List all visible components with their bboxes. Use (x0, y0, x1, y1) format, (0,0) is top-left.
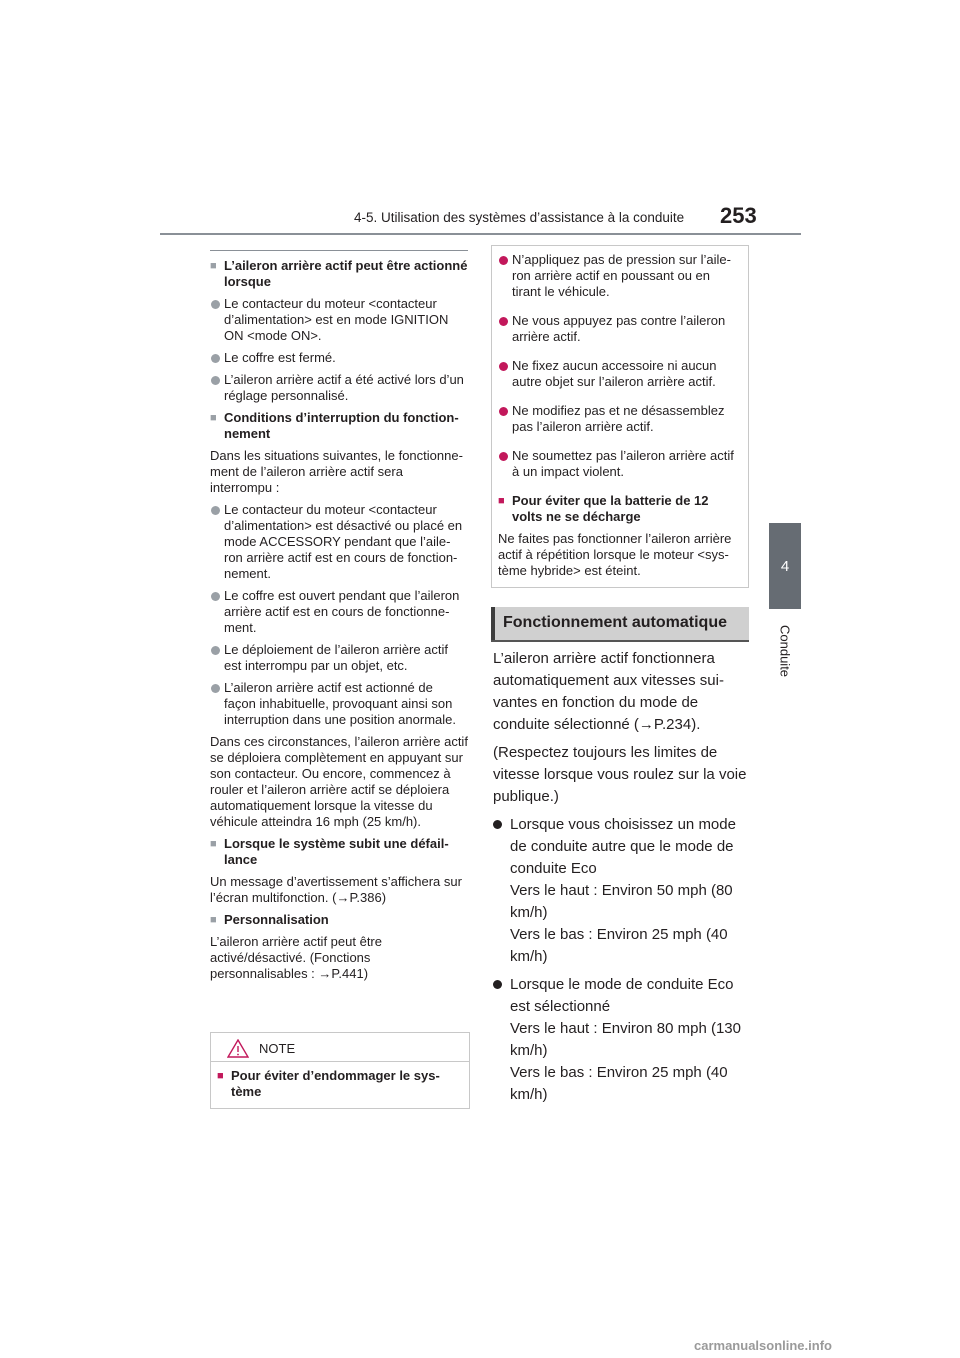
paragraph: Dans ces circonstances, l’aileron arrière actif se déploiera complètement en appuyant sur son contacteur. Ou encore, commencez à rouler et l’aileron arrière actif se déploiera automatiquement lorsque la vitesse du véhicule atteindra 16 mph (25 km/h). (210, 734, 468, 829)
page-number: 253 (720, 203, 757, 228)
list-item: Le contacteur du moteur <contacteur d’alimentation> est en mode IGNITION ON <mode ON>. (210, 296, 468, 344)
list-item (493, 974, 751, 1106)
header-title: 4-5. Utilisation des systèmes d’assistance à la conduite (354, 210, 685, 225)
list-item: Ne soumettez pas l’aileron arrière actif à un impact violent. (498, 448, 742, 480)
subheading: ■ Conditions d’interruption du fonction-nement (210, 410, 468, 442)
list-item: Le déploiement de l’aileron arrière actif est interrompu par un objet, etc. (210, 642, 468, 674)
list-item: Le contacteur du moteur <contacteur d’alimentation> est désactivé ou placé en mode ACCESSORY pendant que l’aile-ron arrière actif est en cours de fonction-nement. (210, 502, 468, 582)
note-subheading: ■ Pour éviter d’endommager le sys-tème (217, 1068, 463, 1100)
left-column (210, 250, 468, 988)
section-heading (491, 607, 749, 640)
chapter-label: Conduite (777, 625, 793, 678)
paragraph: Dans les situations suivantes, le fonctionne-ment de l’aileron arrière actif sera interrompu : (210, 448, 463, 495)
watermark[interactable]: carmanualsonline.info (694, 1338, 832, 1353)
list-item: L’aileron arrière actif est actionné de façon inhabituelle, provoquant ainsi son interruption dans une position anormale. (210, 680, 468, 728)
list-item: Ne modifiez pas et ne désassemblez pas l’aileron arrière actif. (498, 403, 742, 435)
heading-accent-bar (491, 607, 495, 640)
paragraph: L’aileron arrière actif fonctionnera automatiquement aux vitesses sui-vantes en fonction du mode de conduite sélectionné (→P.234). (493, 650, 724, 733)
column-top-rule (210, 250, 468, 251)
speed-down: Vers le bas : Environ 25 mph (40 km/h) (510, 1064, 728, 1103)
subheading: ■ Personnalisation (210, 912, 468, 928)
warning-icon (227, 1039, 249, 1062)
list-item-title: Lorsque vous choisissez un mode de conduite autre que le mode de conduite Eco (510, 816, 736, 877)
header-divider (160, 233, 801, 235)
list-item: L’aileron arrière actif a été activé lors d’un réglage personnalisé. (210, 372, 468, 404)
speed-up: Vers le haut : Environ 80 mph (130 km/h) (510, 1020, 741, 1059)
list-item (493, 814, 751, 968)
list-item: Le coffre est ouvert pendant que l’aileron arrière actif est en cours de fonctionne-ment. (210, 588, 468, 636)
subheading: ■ L’aileron arrière actif peut être actionné lorsque (210, 258, 468, 290)
list-item: N’appliquez pas de pression sur l’aile-ron arrière actif en poussant ou en tirant le véhicule. (498, 252, 742, 300)
paragraph: (Respectez toujours les limites de vitesse lorsque vous roulez sur la voie publique.) (493, 744, 747, 805)
right-column (493, 648, 751, 1112)
chapter-tab[interactable] (769, 523, 801, 609)
list-item: Le coffre est fermé. (210, 350, 468, 366)
list-item: Ne fixez aucun accessoire ni aucun autre objet sur l’aileron arrière actif. (498, 358, 742, 390)
section-title: Fonctionnement automatique (503, 614, 727, 631)
paragraph: L’aileron arrière actif peut être activé/désactivé. (Fonctions personnalisables : →P.441) (210, 934, 382, 981)
list-item: Ne vous appuyez pas contre l’aileron arrière actif. (498, 313, 742, 345)
heading-underline (491, 640, 749, 642)
note-label: NOTE (259, 1041, 296, 1056)
chapter-number: 4 (780, 557, 790, 575)
paragraph: Un message d’avertissement s’affichera sur l’écran multifonction. (→P.386) (210, 874, 462, 905)
speed-down: Vers le bas : Environ 25 mph (40 km/h) (510, 926, 728, 965)
note-box (210, 1032, 470, 1109)
note-subheading: ■ Pour éviter que la batterie de 12 volts ne se décharge (498, 493, 742, 525)
paragraph: Ne faites pas fonctionner l’aileron arrière actif à répétition lorsque le moteur <sys-tème hybride> est éteint. (498, 531, 732, 578)
note-header (211, 1033, 469, 1062)
list-item-title: Lorsque le mode de conduite Eco est sélectionné (510, 976, 734, 1015)
speed-up: Vers le haut : Environ 50 mph (80 km/h) (510, 882, 733, 921)
note-continuation-box (491, 245, 749, 588)
subheading: ■ Lorsque le système subit une défail-lance (210, 836, 468, 868)
